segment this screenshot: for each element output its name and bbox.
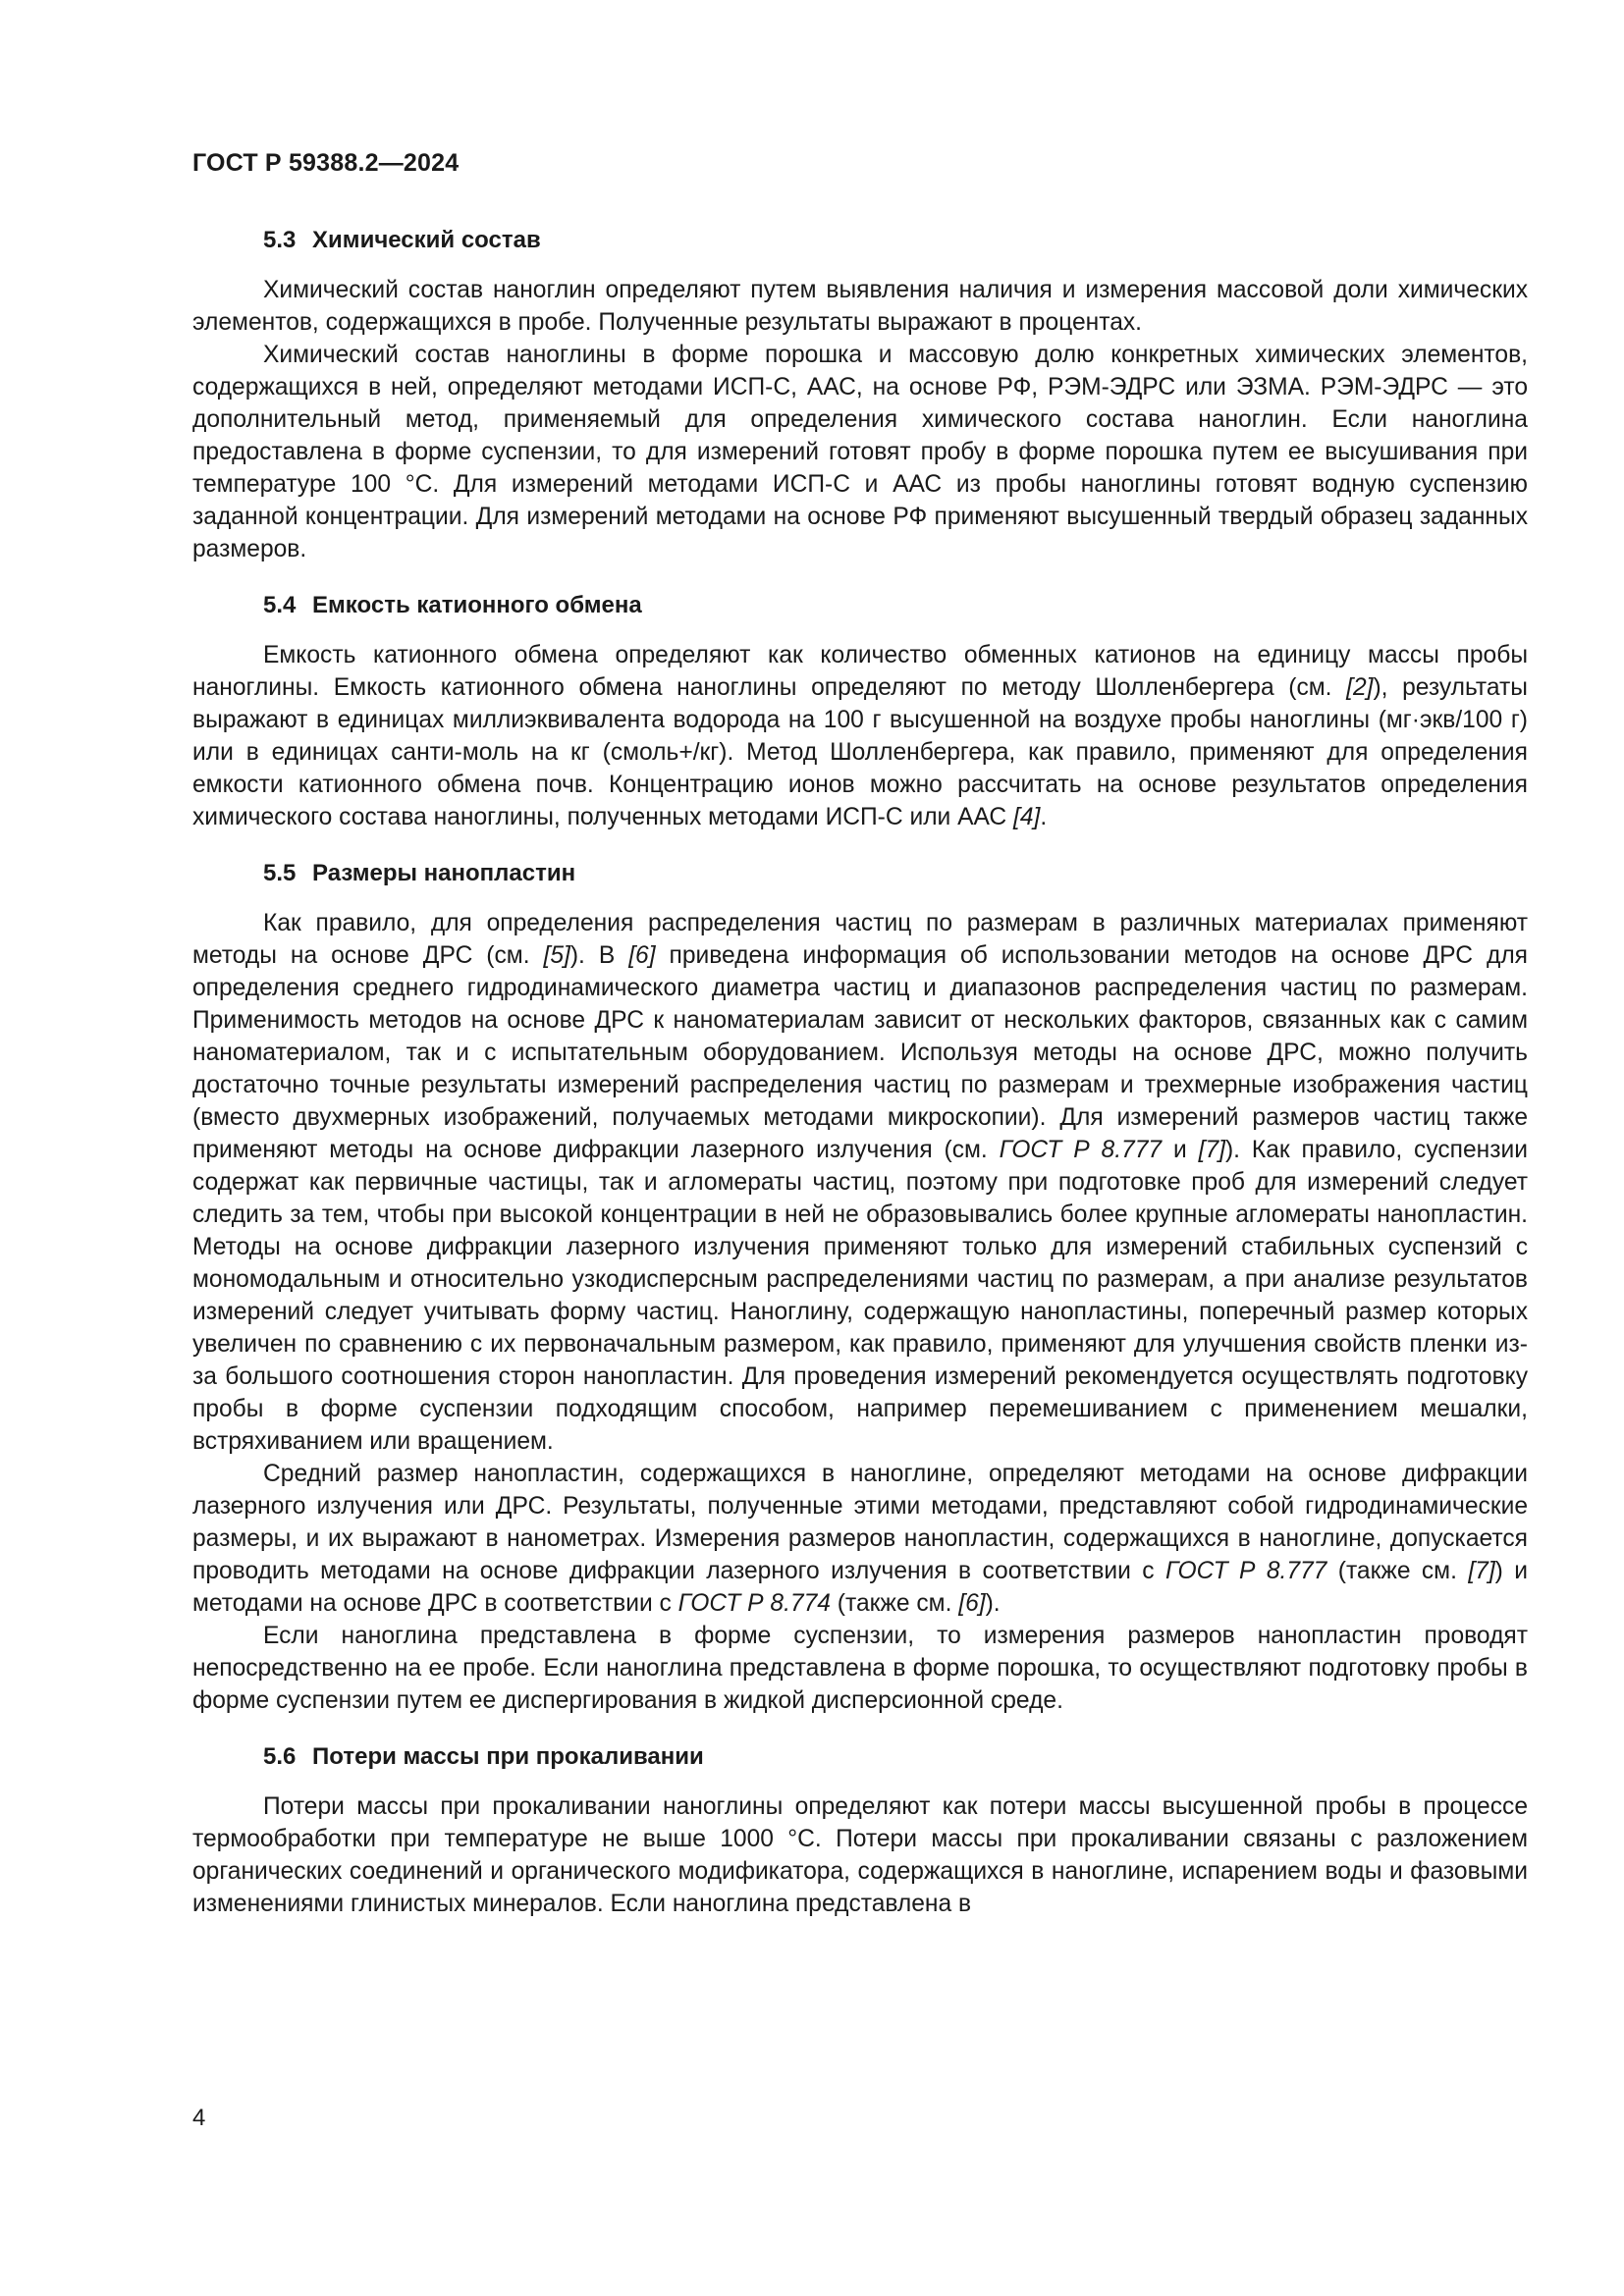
reference: ГОСТ Р 8.774	[677, 1590, 831, 1617]
text-run: ), результаты выражают в единицах миллиэквивалента водорода на 100 г высушенной на воздухе пробы наноглины (мг·экв/100 г) или в единицах санти-моль на кг (смоль+/кг). Метод Шолленбергера, как правило, применяют для определения емкости катионного обмена почв. Концентрацию ионов можно рассчитать на основе результатов определения химического состава наноглины, полученных методами ИСП-С или ААС	[192, 674, 1528, 830]
section-5-6	[192, 1740, 1528, 1920]
section-heading	[192, 1740, 1528, 1773]
section-5-5	[192, 857, 1528, 1717]
reference: ГОСТ Р 8.777	[999, 1137, 1163, 1163]
text-run: и	[1162, 1137, 1199, 1163]
section-number: 5.6	[263, 1743, 297, 1770]
text-run: ).	[985, 1590, 1001, 1617]
section-heading	[192, 589, 1528, 621]
section-number: 5.4	[263, 592, 297, 618]
section-title: Емкость катионного обмена	[312, 592, 642, 618]
reference: [7]	[1468, 1558, 1495, 1584]
text-run: .	[1040, 804, 1048, 830]
reference: [2]	[1346, 674, 1374, 701]
section-5-4	[192, 589, 1528, 833]
reference: [6]	[958, 1590, 986, 1617]
reference: [6]	[628, 942, 656, 969]
section-5-3	[192, 224, 1528, 565]
reference: ГОСТ Р 8.777	[1164, 1558, 1327, 1584]
paragraph: Если наноглина представлена в форме суспензии, то измерения размеров нанопластин проводят непосредственно на ее пробе. Если наноглина представлена в форме порошка, то осуществляют подготовку пробы в форме суспензии путем ее диспергирования в жидкой дисперсионной среде.	[192, 1623, 1528, 1714]
paragraph	[192, 1458, 1528, 1620]
text-run: Средний размер нанопластин, содержащихся в наноглине, определяют методами на основе дифракции лазерного излучения или ДРС. Результаты, полученные этими методами, представляют собой гидродинамические размеры, и их выражают в нанометрах. Измерения размеров нанопластин, содержащихся в наноглине, допускается проводить методами на основе дифракции лазерного излучения в соответствии с	[192, 1461, 1528, 1584]
section-number: 5.5	[263, 860, 297, 886]
text-run: ) и методами на основе ДРС в соответствии с	[192, 1558, 1528, 1617]
text-run: Емкость катионного обмена определяют как количество обменных катионов на единицу массы пробы наноглины. Емкость катионного обмена наноглины определяют по методу Шолленбергера (см.	[192, 642, 1528, 701]
reference: [5]	[543, 942, 570, 969]
section-title: Химический состав	[312, 227, 541, 253]
text-run: (также см.	[830, 1590, 959, 1617]
paragraph	[192, 639, 1528, 833]
text-run: ). Как правило, суспензии содержат как первичные частицы, так и агломераты частиц, поэтому при подготовке проб для измерений следует следить за тем, чтобы при высокой концентрации в ней не образовывались более крупные агломераты нанопластин. Методы на основе дифракции лазерного излучения применяют только для измерений стабильных суспензий с мономодальным и относительно узкодисперсным распределениями частиц по размерам, а при анализе результатов измерений следует учитывать форму частиц. Наноглину, содержащую нанопластины, поперечный размер которых увеличен по сравнению с их первоначальным размером, как правило, применяют для улучшения свойств пленки из-за большого соотношения сторон нанопластин. Для проведения измерений рекомендуется осуществлять подготовку пробы в форме суспензии подходящим способом, например перемешиванием с применением мешалки, встряхиванием или вращением.	[192, 1137, 1529, 1455]
section-number: 5.3	[263, 227, 297, 253]
paragraph: Потери массы при прокаливании наноглины определяют как потери массы высушенной пробы в процессе термообработки при температуре не выше 1000 °C. Потери массы при прокаливании связаны с разложением органических соединений и органического модификатора, содержащихся в наноглине, испарением воды и фазовыми изменениями глинистых минералов. Если наноглина представлена в	[192, 1793, 1528, 1917]
section-title: Потери массы при прокаливании	[312, 1743, 704, 1770]
section-title: Размеры нанопластин	[312, 860, 576, 886]
document-body	[192, 224, 1528, 1944]
page-number: 4	[192, 2105, 206, 2131]
document-header: ГОСТ Р 59388.2—2024	[192, 149, 460, 177]
text-run: Как правило, для определения распределения частиц по размерам в различных материалах применяют методы на основе ДРС (см.	[192, 910, 1528, 969]
paragraph: Химический состав наноглины в форме порошка и массовую долю конкретных химических элементов, содержащихся в ней, определяют методами ИСП-С, ААС, на основе РФ, РЭМ-ЭДРС или ЭЗМА. РЭМ-ЭДРС — это дополнительный метод, применяемый для определения химического состава наноглин. Если наноглина предоставлена в форме суспензии, то для измерений готовят пробу в форме порошка путем ее высушивания при температуре 100 °C. Для измерений методами ИСП-С и ААС из пробы наноглины готовят водную суспензию заданной концентрации. Для измерений методами на основе РФ применяют высушенный твердый образец заданных размеров.	[192, 342, 1528, 562]
reference: [4]	[1012, 804, 1041, 830]
reference: [7]	[1198, 1137, 1225, 1163]
paragraph: Химический состав наноглин определяют путем выявления наличия и измерения массовой доли химических элементов, содержащихся в пробе. Полученные результаты выражают в процентах.	[192, 277, 1528, 336]
text-run: приведена информация об использовании методов на основе ДРС для определения среднего гидродинамического диаметра частиц и диапазонов распределения частиц по размерам. Применимость методов на основе ДРС к наноматериалам зависит от нескольких факторов, связанных как с самим наноматериалом, так и с испытательным оборудованием. Используя методы на основе ДРС, можно получить достаточно точные результаты измерений распределения частиц по размерам и трехмерные изображения частиц (вместо двухмерных изображений, получаемых методами микроскопии). Для измерений размеров частиц также применяют методы на основе дифракции лазерного излучения (см.	[192, 942, 1528, 1163]
text-run: (также см.	[1326, 1558, 1469, 1584]
section-heading	[192, 224, 1528, 256]
text-run: ). В	[569, 942, 629, 969]
paragraph	[192, 907, 1528, 1458]
section-heading	[192, 857, 1528, 889]
